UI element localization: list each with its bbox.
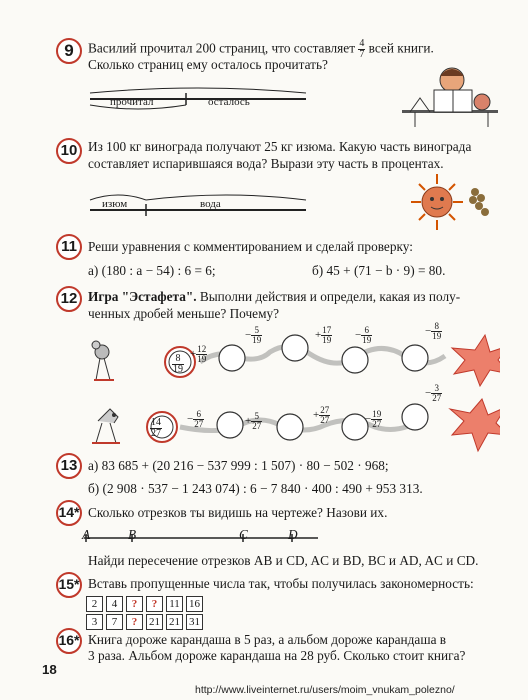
problem-15-line1: Вставь пропущенные числа так, чтобы получилась закономерность: xyxy=(88,576,474,591)
problem-13-a: а) 83 685 + (20 216 − 537 999 : 1 507) · 80 − 502 · 968; xyxy=(88,458,389,473)
problem-13-number: 13 xyxy=(56,453,82,479)
chain2-start: $\frac{14}{27}$ xyxy=(151,417,161,439)
problem-15-number: 15* xyxy=(56,572,82,598)
pattern-grid xyxy=(83,594,206,632)
mouse-illustration xyxy=(92,341,114,380)
pattern-row-top xyxy=(86,596,203,612)
relay-chain-2 xyxy=(80,395,500,455)
chain1-op-3: + $\frac{17}{19}$ xyxy=(315,325,332,345)
problem-12-line2: ченных дробей меньше? Почему? xyxy=(88,306,280,321)
dog-illustration xyxy=(92,409,120,443)
problem-10-line1: Из 100 кг винограда получают 25 кг изюма. Какую часть винограда xyxy=(88,139,472,154)
chain1-op-5: − $\frac{8}{19}$ xyxy=(425,321,442,341)
point-b: B xyxy=(128,527,137,542)
problem-9-text: Василий прочитал 200 страниц, что составляет xyxy=(88,40,356,56)
problem-16-number: 16* xyxy=(56,628,82,654)
problem-12-number: 12 xyxy=(56,286,82,312)
problem-9-text-end: всей книги. xyxy=(368,40,434,56)
problem-12-line1 xyxy=(88,289,460,305)
chain2-op-4: − $\frac{19}{27}$ xyxy=(365,409,382,429)
chain2-op-5: − $\frac{3}{27}$ xyxy=(425,383,442,403)
equation-b: б) 45 + (71 − b · 9) = 80. xyxy=(312,263,446,278)
cell: 3 xyxy=(86,614,103,630)
pattern-row-bottom xyxy=(86,614,203,630)
chain2-op-2: + $\frac{5}{27}$ xyxy=(245,411,262,431)
game-title: Игра "Эстафета". xyxy=(88,289,197,304)
point-c: C xyxy=(239,527,248,542)
segment-label-water: вода xyxy=(200,198,221,210)
segment-label-remaining: осталось xyxy=(208,96,250,108)
cell: 4 xyxy=(106,596,123,612)
point-a: A xyxy=(82,527,91,542)
footer-url[interactable]: http://www.liveinternet.ru/users/moim_vnukam_polezno/ xyxy=(195,684,455,696)
chain2-op-1: − $\frac{6}{27}$ xyxy=(187,409,204,429)
problem-9-line2: Сколько страниц ему осталось прочитать? xyxy=(88,57,328,72)
missing-cell[interactable]: ? xyxy=(126,596,143,612)
segment-label-read: прочитал xyxy=(110,96,154,108)
cell: 21 xyxy=(146,614,163,630)
cell: 21 xyxy=(166,614,183,630)
problem-11-number: 11 xyxy=(56,234,82,260)
problem-10-line2: составляет испарившаяся вода? Вырази эту часть в процентах. xyxy=(88,156,444,171)
problem-13-b: б) (2 908 · 537 − 1 243 074) : 6 − 7 840 · 400 : 490 + 953 313. xyxy=(88,481,423,496)
line-segment-diagram xyxy=(82,524,322,544)
problem-14-line1: Сколько отрезков ты видишь на чертеже? Назови их. xyxy=(88,505,388,520)
chain1-op-4: − $\frac{6}{19}$ xyxy=(355,325,372,345)
problem-14-line2: Найди пересечение отрезков AB и CD, AC и BD, BC и AD, AC и CD. xyxy=(88,553,479,568)
cell: 7 xyxy=(106,614,123,630)
cell: 31 xyxy=(186,614,203,630)
problem-11-line1: Реши уравнения с комментированием и сделай проверку: xyxy=(88,239,413,254)
chain1-start: $\frac{8}{19}$ xyxy=(173,353,183,375)
cell: 16 xyxy=(186,596,203,612)
segment-label-raisins: изюм xyxy=(102,198,128,210)
problem-16-line2: 3 раза. Альбом дороже карандаша на 28 руб. Сколько стоит книга? xyxy=(88,648,466,663)
problem-12-text: Выполни действия и определи, какая из полу- xyxy=(199,289,461,304)
missing-cell[interactable]: ? xyxy=(126,614,143,630)
equation-a: а) (180 : a − 54) : 6 = 6; xyxy=(88,263,216,278)
sun-grapes-illustration xyxy=(405,172,495,232)
problem-10-number: 10 xyxy=(56,138,82,164)
problem-9-number: 9 xyxy=(56,38,82,64)
missing-cell[interactable]: ? xyxy=(146,596,163,612)
problem-14-number: 14* xyxy=(56,500,82,526)
chain2-op-3: + $\frac{27}{27}$ xyxy=(313,405,330,425)
fraction: $\frac{4}{7}$ xyxy=(359,38,365,60)
cell: 11 xyxy=(166,596,183,612)
page-number: 18 xyxy=(42,662,57,677)
reading-boy-illustration xyxy=(400,62,500,132)
cell: 2 xyxy=(86,596,103,612)
chain1-op-1: + $\frac{12}{19}$ xyxy=(190,344,207,364)
point-d: D xyxy=(288,527,298,542)
problem-16-line1: Книга дороже карандаша в 5 раз, а альбом дороже карандаша в xyxy=(88,632,447,647)
chain1-op-2: − $\frac{5}{19}$ xyxy=(245,325,262,345)
